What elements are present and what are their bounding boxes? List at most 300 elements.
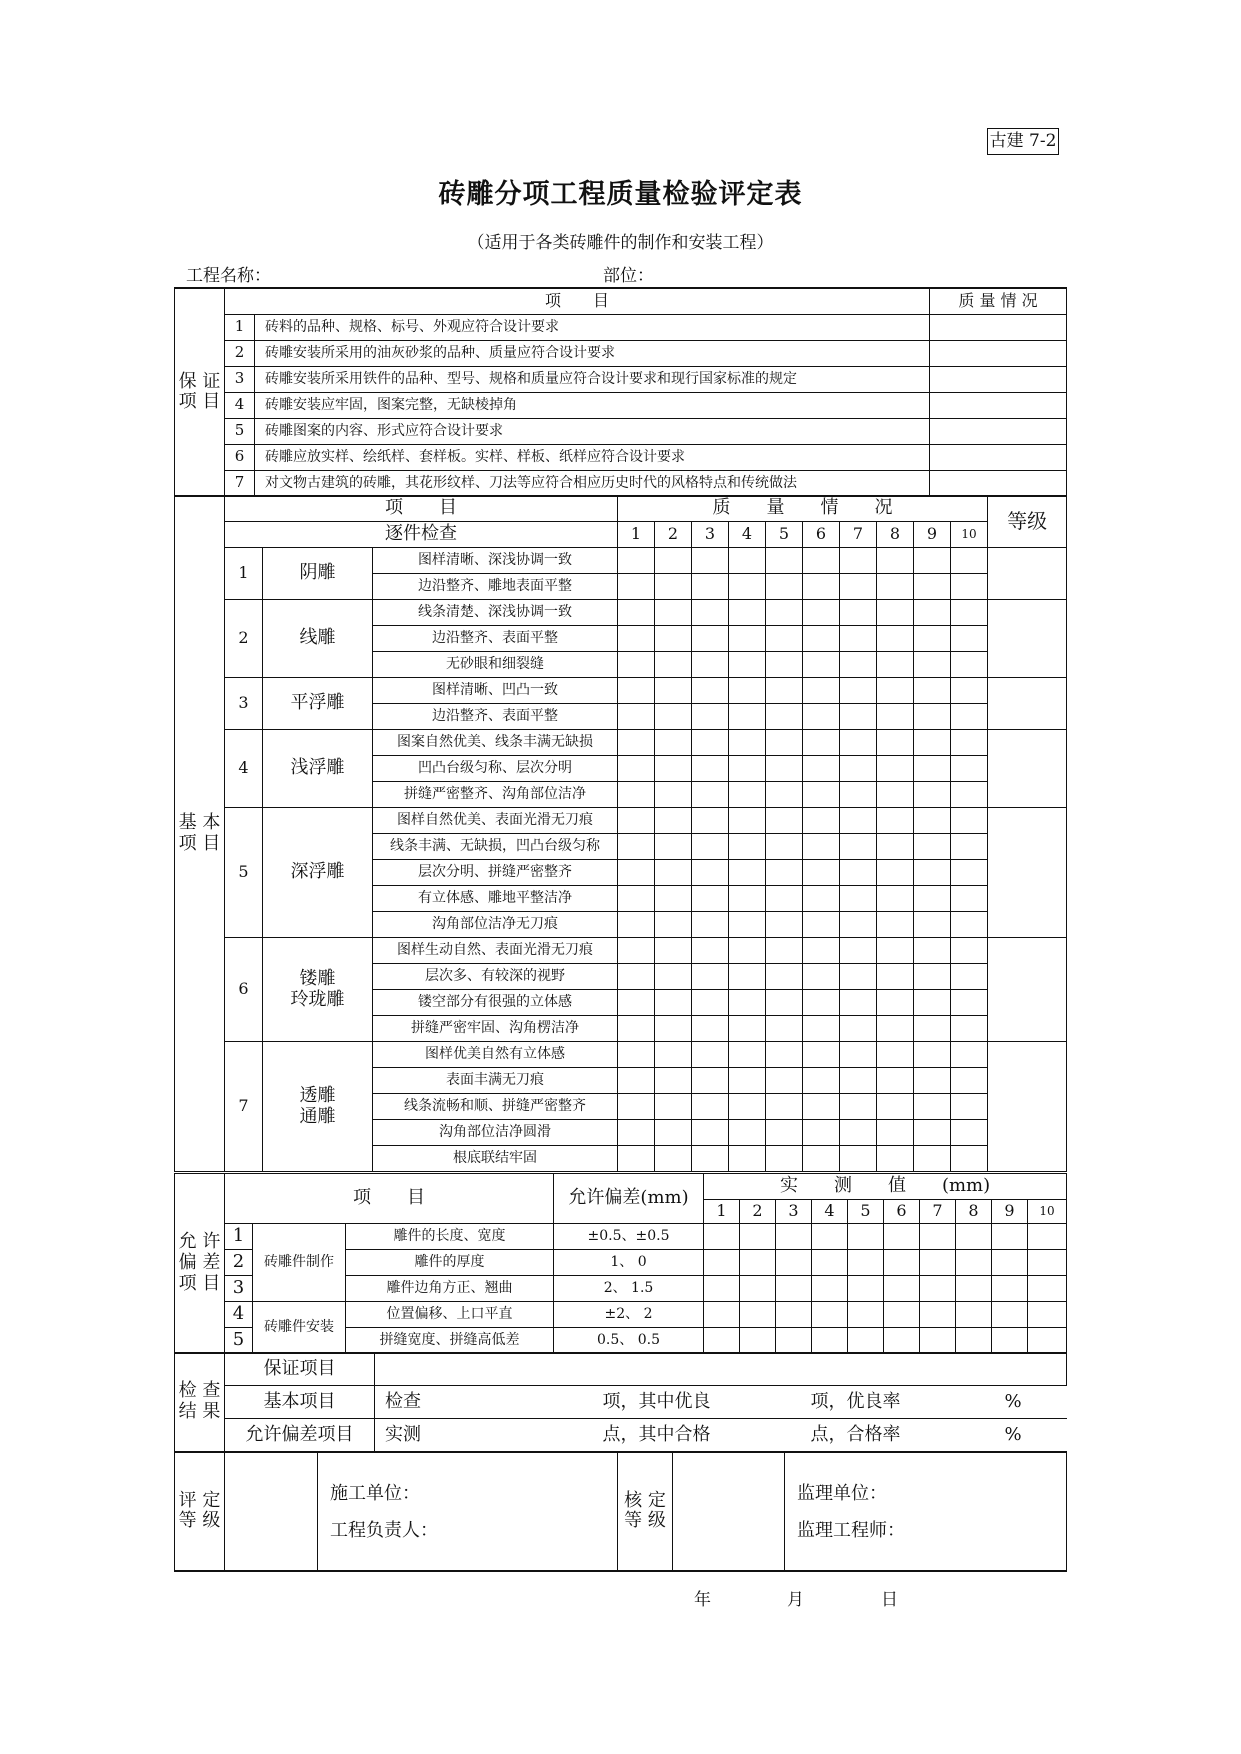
basic-check-cell[interactable] <box>729 1068 766 1094</box>
basic-check-cell[interactable] <box>655 886 692 912</box>
tolerance-measured-cell[interactable] <box>776 1250 812 1276</box>
basic-check-cell[interactable] <box>618 834 655 860</box>
guarantee-quality-cell[interactable] <box>930 444 1067 470</box>
tolerance-measured-cell[interactable] <box>848 1302 884 1328</box>
basic-check-cell[interactable] <box>803 730 840 756</box>
basic-check-cell[interactable] <box>766 574 803 600</box>
tolerance-measured-cell[interactable] <box>920 1302 956 1328</box>
basic-check-cell[interactable] <box>951 834 988 860</box>
basic-check-cell[interactable] <box>803 652 840 678</box>
basic-check-cell[interactable] <box>692 860 729 886</box>
basic-check-cell[interactable] <box>729 730 766 756</box>
basic-check-cell[interactable] <box>951 1068 988 1094</box>
basic-check-cell[interactable] <box>692 756 729 782</box>
basic-check-cell[interactable] <box>840 808 877 834</box>
basic-check-cell[interactable] <box>729 990 766 1016</box>
basic-check-cell[interactable] <box>692 652 729 678</box>
basic-check-cell[interactable] <box>729 600 766 626</box>
tolerance-measured-cell[interactable] <box>956 1224 992 1250</box>
basic-check-cell[interactable] <box>840 782 877 808</box>
basic-grade-cell[interactable] <box>988 808 1067 938</box>
tolerance-measured-cell[interactable] <box>1028 1302 1067 1328</box>
tolerance-measured-cell[interactable] <box>920 1250 956 1276</box>
basic-check-cell[interactable] <box>951 704 988 730</box>
basic-check-cell[interactable] <box>618 808 655 834</box>
basic-check-cell[interactable] <box>951 808 988 834</box>
basic-check-cell[interactable] <box>766 912 803 938</box>
basic-check-cell[interactable] <box>729 938 766 964</box>
basic-check-cell[interactable] <box>951 886 988 912</box>
basic-check-cell[interactable] <box>729 1042 766 1068</box>
basic-check-cell[interactable] <box>729 860 766 886</box>
basic-check-cell[interactable] <box>803 1146 840 1172</box>
tolerance-measured-cell[interactable] <box>920 1224 956 1250</box>
basic-check-cell[interactable] <box>840 548 877 574</box>
basic-check-cell[interactable] <box>803 782 840 808</box>
basic-check-cell[interactable] <box>692 548 729 574</box>
basic-check-cell[interactable] <box>766 756 803 782</box>
basic-check-cell[interactable] <box>618 1120 655 1146</box>
basic-check-cell[interactable] <box>877 1094 914 1120</box>
basic-check-cell[interactable] <box>618 1042 655 1068</box>
basic-check-cell[interactable] <box>618 704 655 730</box>
basic-check-cell[interactable] <box>655 548 692 574</box>
basic-check-cell[interactable] <box>840 990 877 1016</box>
basic-check-cell[interactable] <box>877 704 914 730</box>
basic-check-cell[interactable] <box>951 574 988 600</box>
tolerance-measured-cell[interactable] <box>740 1224 776 1250</box>
tolerance-measured-cell[interactable] <box>884 1328 920 1354</box>
tolerance-measured-cell[interactable] <box>848 1250 884 1276</box>
basic-check-cell[interactable] <box>766 678 803 704</box>
basic-check-cell[interactable] <box>655 574 692 600</box>
basic-check-cell[interactable] <box>914 756 951 782</box>
basic-check-cell[interactable] <box>951 782 988 808</box>
basic-check-cell[interactable] <box>766 990 803 1016</box>
basic-check-cell[interactable] <box>766 886 803 912</box>
basic-check-cell[interactable] <box>655 704 692 730</box>
basic-check-cell[interactable] <box>803 756 840 782</box>
tolerance-measured-cell[interactable] <box>704 1328 740 1354</box>
tolerance-measured-cell[interactable] <box>1028 1224 1067 1250</box>
basic-check-cell[interactable] <box>655 1146 692 1172</box>
basic-check-cell[interactable] <box>840 704 877 730</box>
basic-check-cell[interactable] <box>840 600 877 626</box>
basic-check-cell[interactable] <box>840 938 877 964</box>
basic-check-cell[interactable] <box>951 1120 988 1146</box>
basic-check-cell[interactable] <box>951 548 988 574</box>
basic-check-cell[interactable] <box>803 860 840 886</box>
basic-check-cell[interactable] <box>914 912 951 938</box>
tolerance-measured-cell[interactable] <box>812 1224 848 1250</box>
basic-check-cell[interactable] <box>840 756 877 782</box>
basic-check-cell[interactable] <box>618 1094 655 1120</box>
guarantee-quality-cell[interactable] <box>930 340 1067 366</box>
tolerance-measured-cell[interactable] <box>704 1302 740 1328</box>
guarantee-quality-cell[interactable] <box>930 366 1067 392</box>
basic-check-cell[interactable] <box>729 1146 766 1172</box>
basic-check-cell[interactable] <box>914 652 951 678</box>
basic-check-cell[interactable] <box>914 704 951 730</box>
tolerance-measured-cell[interactable] <box>704 1224 740 1250</box>
basic-check-cell[interactable] <box>803 704 840 730</box>
basic-check-cell[interactable] <box>951 600 988 626</box>
basic-check-cell[interactable] <box>840 1120 877 1146</box>
basic-check-cell[interactable] <box>692 730 729 756</box>
basic-check-cell[interactable] <box>729 1120 766 1146</box>
basic-check-cell[interactable] <box>655 1068 692 1094</box>
basic-check-cell[interactable] <box>914 990 951 1016</box>
basic-check-cell[interactable] <box>692 1120 729 1146</box>
basic-check-cell[interactable] <box>618 938 655 964</box>
basic-check-cell[interactable] <box>729 704 766 730</box>
basic-check-cell[interactable] <box>618 730 655 756</box>
basic-check-cell[interactable] <box>618 548 655 574</box>
tolerance-measured-cell[interactable] <box>740 1328 776 1354</box>
basic-check-cell[interactable] <box>766 808 803 834</box>
basic-check-cell[interactable] <box>766 834 803 860</box>
basic-check-cell[interactable] <box>729 782 766 808</box>
guarantee-quality-cell[interactable] <box>930 314 1067 340</box>
basic-check-cell[interactable] <box>914 678 951 704</box>
basic-check-cell[interactable] <box>692 600 729 626</box>
tolerance-measured-cell[interactable] <box>920 1328 956 1354</box>
basic-check-cell[interactable] <box>840 652 877 678</box>
basic-check-cell[interactable] <box>951 1016 988 1042</box>
tolerance-measured-cell[interactable] <box>812 1328 848 1354</box>
basic-check-cell[interactable] <box>766 704 803 730</box>
basic-check-cell[interactable] <box>803 1016 840 1042</box>
basic-check-cell[interactable] <box>951 912 988 938</box>
tolerance-measured-cell[interactable] <box>812 1276 848 1302</box>
basic-check-cell[interactable] <box>655 652 692 678</box>
basic-check-cell[interactable] <box>803 938 840 964</box>
basic-check-cell[interactable] <box>803 1042 840 1068</box>
basic-check-cell[interactable] <box>655 990 692 1016</box>
basic-check-cell[interactable] <box>803 834 840 860</box>
basic-check-cell[interactable] <box>766 860 803 886</box>
basic-check-cell[interactable] <box>729 548 766 574</box>
basic-check-cell[interactable] <box>914 600 951 626</box>
basic-check-cell[interactable] <box>840 678 877 704</box>
basic-check-cell[interactable] <box>766 600 803 626</box>
tolerance-measured-cell[interactable] <box>812 1302 848 1328</box>
basic-check-cell[interactable] <box>692 704 729 730</box>
basic-check-cell[interactable] <box>840 1068 877 1094</box>
basic-check-cell[interactable] <box>655 1120 692 1146</box>
basic-check-cell[interactable] <box>914 886 951 912</box>
basic-check-cell[interactable] <box>951 964 988 990</box>
basic-check-cell[interactable] <box>729 886 766 912</box>
basic-check-cell[interactable] <box>692 1094 729 1120</box>
basic-check-cell[interactable] <box>655 938 692 964</box>
tolerance-measured-cell[interactable] <box>956 1276 992 1302</box>
basic-check-cell[interactable] <box>951 938 988 964</box>
basic-check-cell[interactable] <box>655 1016 692 1042</box>
basic-check-cell[interactable] <box>914 782 951 808</box>
tolerance-measured-cell[interactable] <box>704 1250 740 1276</box>
basic-check-cell[interactable] <box>803 548 840 574</box>
basic-check-cell[interactable] <box>877 600 914 626</box>
basic-check-cell[interactable] <box>692 678 729 704</box>
tolerance-measured-cell[interactable] <box>884 1276 920 1302</box>
basic-check-cell[interactable] <box>655 834 692 860</box>
basic-check-cell[interactable] <box>729 912 766 938</box>
basic-check-cell[interactable] <box>729 652 766 678</box>
basic-check-cell[interactable] <box>729 834 766 860</box>
tolerance-measured-cell[interactable] <box>956 1302 992 1328</box>
basic-check-cell[interactable] <box>840 860 877 886</box>
basic-check-cell[interactable] <box>692 1042 729 1068</box>
basic-check-cell[interactable] <box>618 912 655 938</box>
tolerance-measured-cell[interactable] <box>992 1250 1028 1276</box>
tolerance-measured-cell[interactable] <box>740 1302 776 1328</box>
basic-check-cell[interactable] <box>914 808 951 834</box>
basic-check-cell[interactable] <box>951 626 988 652</box>
basic-grade-cell[interactable] <box>988 938 1067 1042</box>
basic-check-cell[interactable] <box>692 782 729 808</box>
basic-check-cell[interactable] <box>618 1068 655 1094</box>
basic-check-cell[interactable] <box>655 860 692 886</box>
basic-check-cell[interactable] <box>618 652 655 678</box>
basic-check-cell[interactable] <box>877 1146 914 1172</box>
tolerance-measured-cell[interactable] <box>992 1302 1028 1328</box>
tolerance-measured-cell[interactable] <box>848 1328 884 1354</box>
basic-check-cell[interactable] <box>877 964 914 990</box>
basic-grade-cell[interactable] <box>988 600 1067 678</box>
basic-check-cell[interactable] <box>766 1094 803 1120</box>
basic-check-cell[interactable] <box>766 548 803 574</box>
basic-check-cell[interactable] <box>914 548 951 574</box>
basic-check-cell[interactable] <box>655 964 692 990</box>
basic-check-cell[interactable] <box>914 1042 951 1068</box>
basic-check-cell[interactable] <box>951 1042 988 1068</box>
basic-check-cell[interactable] <box>618 1146 655 1172</box>
basic-check-cell[interactable] <box>951 678 988 704</box>
basic-check-cell[interactable] <box>618 860 655 886</box>
basic-check-cell[interactable] <box>803 600 840 626</box>
basic-check-cell[interactable] <box>692 886 729 912</box>
basic-check-cell[interactable] <box>692 574 729 600</box>
basic-check-cell[interactable] <box>877 834 914 860</box>
basic-check-cell[interactable] <box>877 626 914 652</box>
basic-check-cell[interactable] <box>692 938 729 964</box>
tolerance-measured-cell[interactable] <box>740 1250 776 1276</box>
basic-check-cell[interactable] <box>618 756 655 782</box>
basic-check-cell[interactable] <box>692 912 729 938</box>
basic-check-cell[interactable] <box>840 574 877 600</box>
tolerance-measured-cell[interactable] <box>1028 1250 1067 1276</box>
basic-check-cell[interactable] <box>692 626 729 652</box>
basic-check-cell[interactable] <box>655 1042 692 1068</box>
basic-check-cell[interactable] <box>618 600 655 626</box>
basic-check-cell[interactable] <box>729 1094 766 1120</box>
basic-check-cell[interactable] <box>655 600 692 626</box>
basic-check-cell[interactable] <box>618 626 655 652</box>
basic-check-cell[interactable] <box>877 756 914 782</box>
basic-grade-cell[interactable] <box>988 1042 1067 1172</box>
basic-check-cell[interactable] <box>803 1068 840 1094</box>
tolerance-measured-cell[interactable] <box>812 1250 848 1276</box>
basic-check-cell[interactable] <box>655 808 692 834</box>
basic-check-cell[interactable] <box>877 886 914 912</box>
basic-check-cell[interactable] <box>877 678 914 704</box>
basic-check-cell[interactable] <box>877 808 914 834</box>
verify-grade-cell[interactable] <box>673 1453 785 1571</box>
basic-check-cell[interactable] <box>729 574 766 600</box>
basic-check-cell[interactable] <box>951 1094 988 1120</box>
results-guarantee-value[interactable] <box>375 1353 1067 1386</box>
basic-check-cell[interactable] <box>877 1068 914 1094</box>
basic-check-cell[interactable] <box>877 860 914 886</box>
basic-check-cell[interactable] <box>877 730 914 756</box>
tolerance-measured-cell[interactable] <box>884 1302 920 1328</box>
basic-check-cell[interactable] <box>655 912 692 938</box>
basic-check-cell[interactable] <box>951 860 988 886</box>
basic-check-cell[interactable] <box>803 886 840 912</box>
guarantee-quality-cell[interactable] <box>930 392 1067 418</box>
tolerance-measured-cell[interactable] <box>992 1224 1028 1250</box>
basic-check-cell[interactable] <box>914 964 951 990</box>
guarantee-quality-cell[interactable] <box>930 418 1067 444</box>
tolerance-measured-cell[interactable] <box>992 1276 1028 1302</box>
tolerance-measured-cell[interactable] <box>992 1328 1028 1354</box>
basic-check-cell[interactable] <box>877 1120 914 1146</box>
basic-check-cell[interactable] <box>655 782 692 808</box>
basic-check-cell[interactable] <box>877 548 914 574</box>
basic-check-cell[interactable] <box>618 574 655 600</box>
basic-check-cell[interactable] <box>618 1016 655 1042</box>
basic-check-cell[interactable] <box>692 834 729 860</box>
basic-check-cell[interactable] <box>914 834 951 860</box>
basic-check-cell[interactable] <box>766 652 803 678</box>
tolerance-measured-cell[interactable] <box>956 1250 992 1276</box>
basic-check-cell[interactable] <box>655 1094 692 1120</box>
tolerance-measured-cell[interactable] <box>848 1224 884 1250</box>
basic-check-cell[interactable] <box>914 1120 951 1146</box>
basic-check-cell[interactable] <box>692 1016 729 1042</box>
basic-check-cell[interactable] <box>877 782 914 808</box>
basic-check-cell[interactable] <box>914 574 951 600</box>
basic-check-cell[interactable] <box>766 782 803 808</box>
basic-check-cell[interactable] <box>692 1068 729 1094</box>
basic-check-cell[interactable] <box>618 990 655 1016</box>
basic-check-cell[interactable] <box>914 626 951 652</box>
basic-check-cell[interactable] <box>803 626 840 652</box>
basic-check-cell[interactable] <box>766 626 803 652</box>
basic-grade-cell[interactable] <box>988 730 1067 808</box>
basic-check-cell[interactable] <box>914 1146 951 1172</box>
basic-check-cell[interactable] <box>655 678 692 704</box>
tolerance-measured-cell[interactable] <box>884 1250 920 1276</box>
tolerance-measured-cell[interactable] <box>740 1276 776 1302</box>
basic-check-cell[interactable] <box>877 938 914 964</box>
basic-check-cell[interactable] <box>618 964 655 990</box>
tolerance-measured-cell[interactable] <box>776 1224 812 1250</box>
basic-check-cell[interactable] <box>840 886 877 912</box>
basic-check-cell[interactable] <box>840 1146 877 1172</box>
tolerance-measured-cell[interactable] <box>1028 1276 1067 1302</box>
basic-check-cell[interactable] <box>803 808 840 834</box>
basic-check-cell[interactable] <box>766 1120 803 1146</box>
tolerance-measured-cell[interactable] <box>776 1276 812 1302</box>
basic-check-cell[interactable] <box>766 1042 803 1068</box>
basic-check-cell[interactable] <box>803 574 840 600</box>
guarantee-quality-cell[interactable] <box>930 470 1067 496</box>
basic-grade-cell[interactable] <box>988 548 1067 600</box>
basic-check-cell[interactable] <box>766 964 803 990</box>
basic-check-cell[interactable] <box>766 1016 803 1042</box>
basic-check-cell[interactable] <box>803 1094 840 1120</box>
basic-check-cell[interactable] <box>803 1120 840 1146</box>
basic-check-cell[interactable] <box>840 964 877 990</box>
basic-check-cell[interactable] <box>766 938 803 964</box>
basic-check-cell[interactable] <box>618 782 655 808</box>
basic-check-cell[interactable] <box>877 1016 914 1042</box>
basic-check-cell[interactable] <box>655 730 692 756</box>
basic-check-cell[interactable] <box>840 1016 877 1042</box>
basic-check-cell[interactable] <box>692 964 729 990</box>
basic-check-cell[interactable] <box>951 756 988 782</box>
basic-check-cell[interactable] <box>877 652 914 678</box>
basic-check-cell[interactable] <box>803 912 840 938</box>
basic-check-cell[interactable] <box>877 1042 914 1068</box>
basic-check-cell[interactable] <box>840 1042 877 1068</box>
basic-check-cell[interactable] <box>729 626 766 652</box>
basic-check-cell[interactable] <box>655 756 692 782</box>
basic-grade-cell[interactable] <box>988 678 1067 730</box>
basic-check-cell[interactable] <box>840 626 877 652</box>
basic-check-cell[interactable] <box>840 1094 877 1120</box>
basic-check-cell[interactable] <box>877 912 914 938</box>
basic-check-cell[interactable] <box>729 1016 766 1042</box>
basic-check-cell[interactable] <box>877 574 914 600</box>
basic-check-cell[interactable] <box>729 756 766 782</box>
basic-check-cell[interactable] <box>877 990 914 1016</box>
evaluation-grade-cell[interactable] <box>225 1453 318 1571</box>
basic-check-cell[interactable] <box>840 834 877 860</box>
tolerance-measured-cell[interactable] <box>956 1328 992 1354</box>
tolerance-measured-cell[interactable] <box>776 1328 812 1354</box>
basic-check-cell[interactable] <box>914 1068 951 1094</box>
tolerance-measured-cell[interactable] <box>704 1276 740 1302</box>
basic-check-cell[interactable] <box>803 990 840 1016</box>
basic-check-cell[interactable] <box>655 626 692 652</box>
basic-check-cell[interactable] <box>766 730 803 756</box>
basic-check-cell[interactable] <box>729 808 766 834</box>
basic-check-cell[interactable] <box>951 1146 988 1172</box>
basic-check-cell[interactable] <box>914 1094 951 1120</box>
basic-check-cell[interactable] <box>618 886 655 912</box>
tolerance-measured-cell[interactable] <box>776 1302 812 1328</box>
basic-check-cell[interactable] <box>729 678 766 704</box>
basic-check-cell[interactable] <box>951 990 988 1016</box>
basic-check-cell[interactable] <box>803 964 840 990</box>
basic-check-cell[interactable] <box>914 1016 951 1042</box>
basic-check-cell[interactable] <box>840 730 877 756</box>
tolerance-measured-cell[interactable] <box>848 1276 884 1302</box>
tolerance-measured-cell[interactable] <box>1028 1328 1067 1354</box>
basic-check-cell[interactable] <box>692 1146 729 1172</box>
basic-check-cell[interactable] <box>914 860 951 886</box>
basic-check-cell[interactable] <box>951 730 988 756</box>
basic-check-cell[interactable] <box>951 652 988 678</box>
tolerance-measured-cell[interactable] <box>920 1276 956 1302</box>
basic-check-cell[interactable] <box>914 730 951 756</box>
basic-check-cell[interactable] <box>840 912 877 938</box>
basic-check-cell[interactable] <box>914 938 951 964</box>
basic-check-cell[interactable] <box>692 808 729 834</box>
